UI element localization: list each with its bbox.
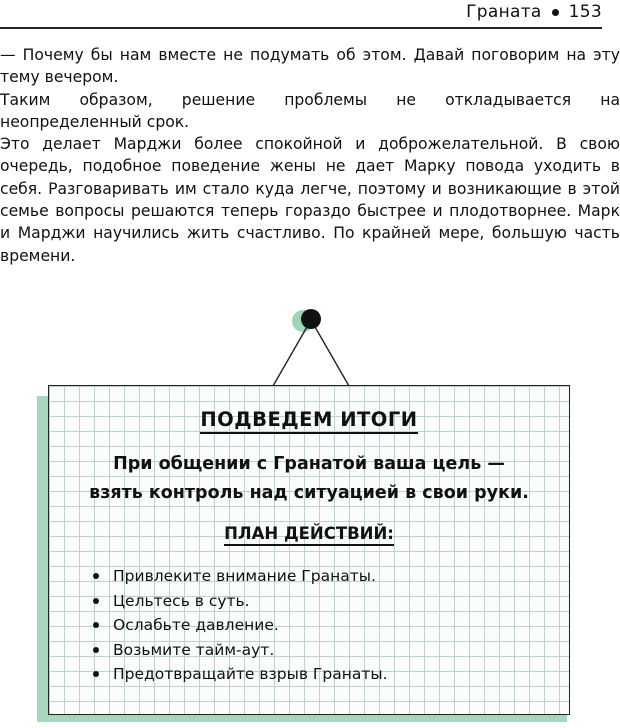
plan-title: ПЛАН ДЕЙСТВИЙ: — [49, 524, 569, 543]
plan-list — [93, 564, 388, 687]
goal-line-1: При общении с Гранатой ваша цель — — [113, 454, 505, 474]
bullet-icon — [93, 671, 99, 677]
list-item: Предотвращайте взрыв Гранаты. — [93, 662, 388, 687]
paragraph-3: Это делает Марджи более спокойной и доброжелательной. В свою очередь, подобное поведение жены не дает Марку повода уходить в себя. Разговаривать им стало куда легче, поэтому и возникающие в этой семье вопросы решаются теперь гораздо быстрее и плодотворнее. Марк и Марджи научились жить счастливо. По крайней мере, большую часть времени. — [0, 135, 620, 265]
paragraph-2: Таким образом, решение проблемы не откладывается на неопределенный срок. — [0, 90, 620, 131]
board-goal — [49, 450, 569, 508]
board-title: ПОДВЕДЕМ ИТОГИ — [49, 408, 569, 431]
bullet-icon — [93, 647, 99, 653]
list-item: Возьмите тайм-аут. — [93, 638, 388, 663]
bullet-icon — [93, 622, 99, 628]
bullet-icon — [93, 598, 99, 604]
bullet-icon — [93, 573, 99, 579]
list-item: Цельтесь в суть. — [93, 589, 388, 614]
list-item: Привлеките внимание Гранаты. — [93, 564, 388, 589]
separator-dot-icon — [552, 9, 559, 16]
paragraph-1: — Почему бы нам вместе не подумать об этом. Давай поговорим на эту тему вечером. — [0, 46, 620, 87]
summary-board — [48, 385, 570, 715]
goal-line-2: взять контроль над ситуацией в свои руки. — [89, 483, 529, 503]
chapter-title: Граната — [466, 2, 542, 22]
pin-shadow-icon — [292, 310, 314, 332]
page-header — [0, 0, 620, 28]
body-text — [0, 44, 620, 267]
header-rule — [0, 27, 602, 29]
list-item: Ослабьте давление. — [93, 613, 388, 638]
running-head — [466, 2, 602, 22]
page-number: 153 — [568, 2, 602, 22]
